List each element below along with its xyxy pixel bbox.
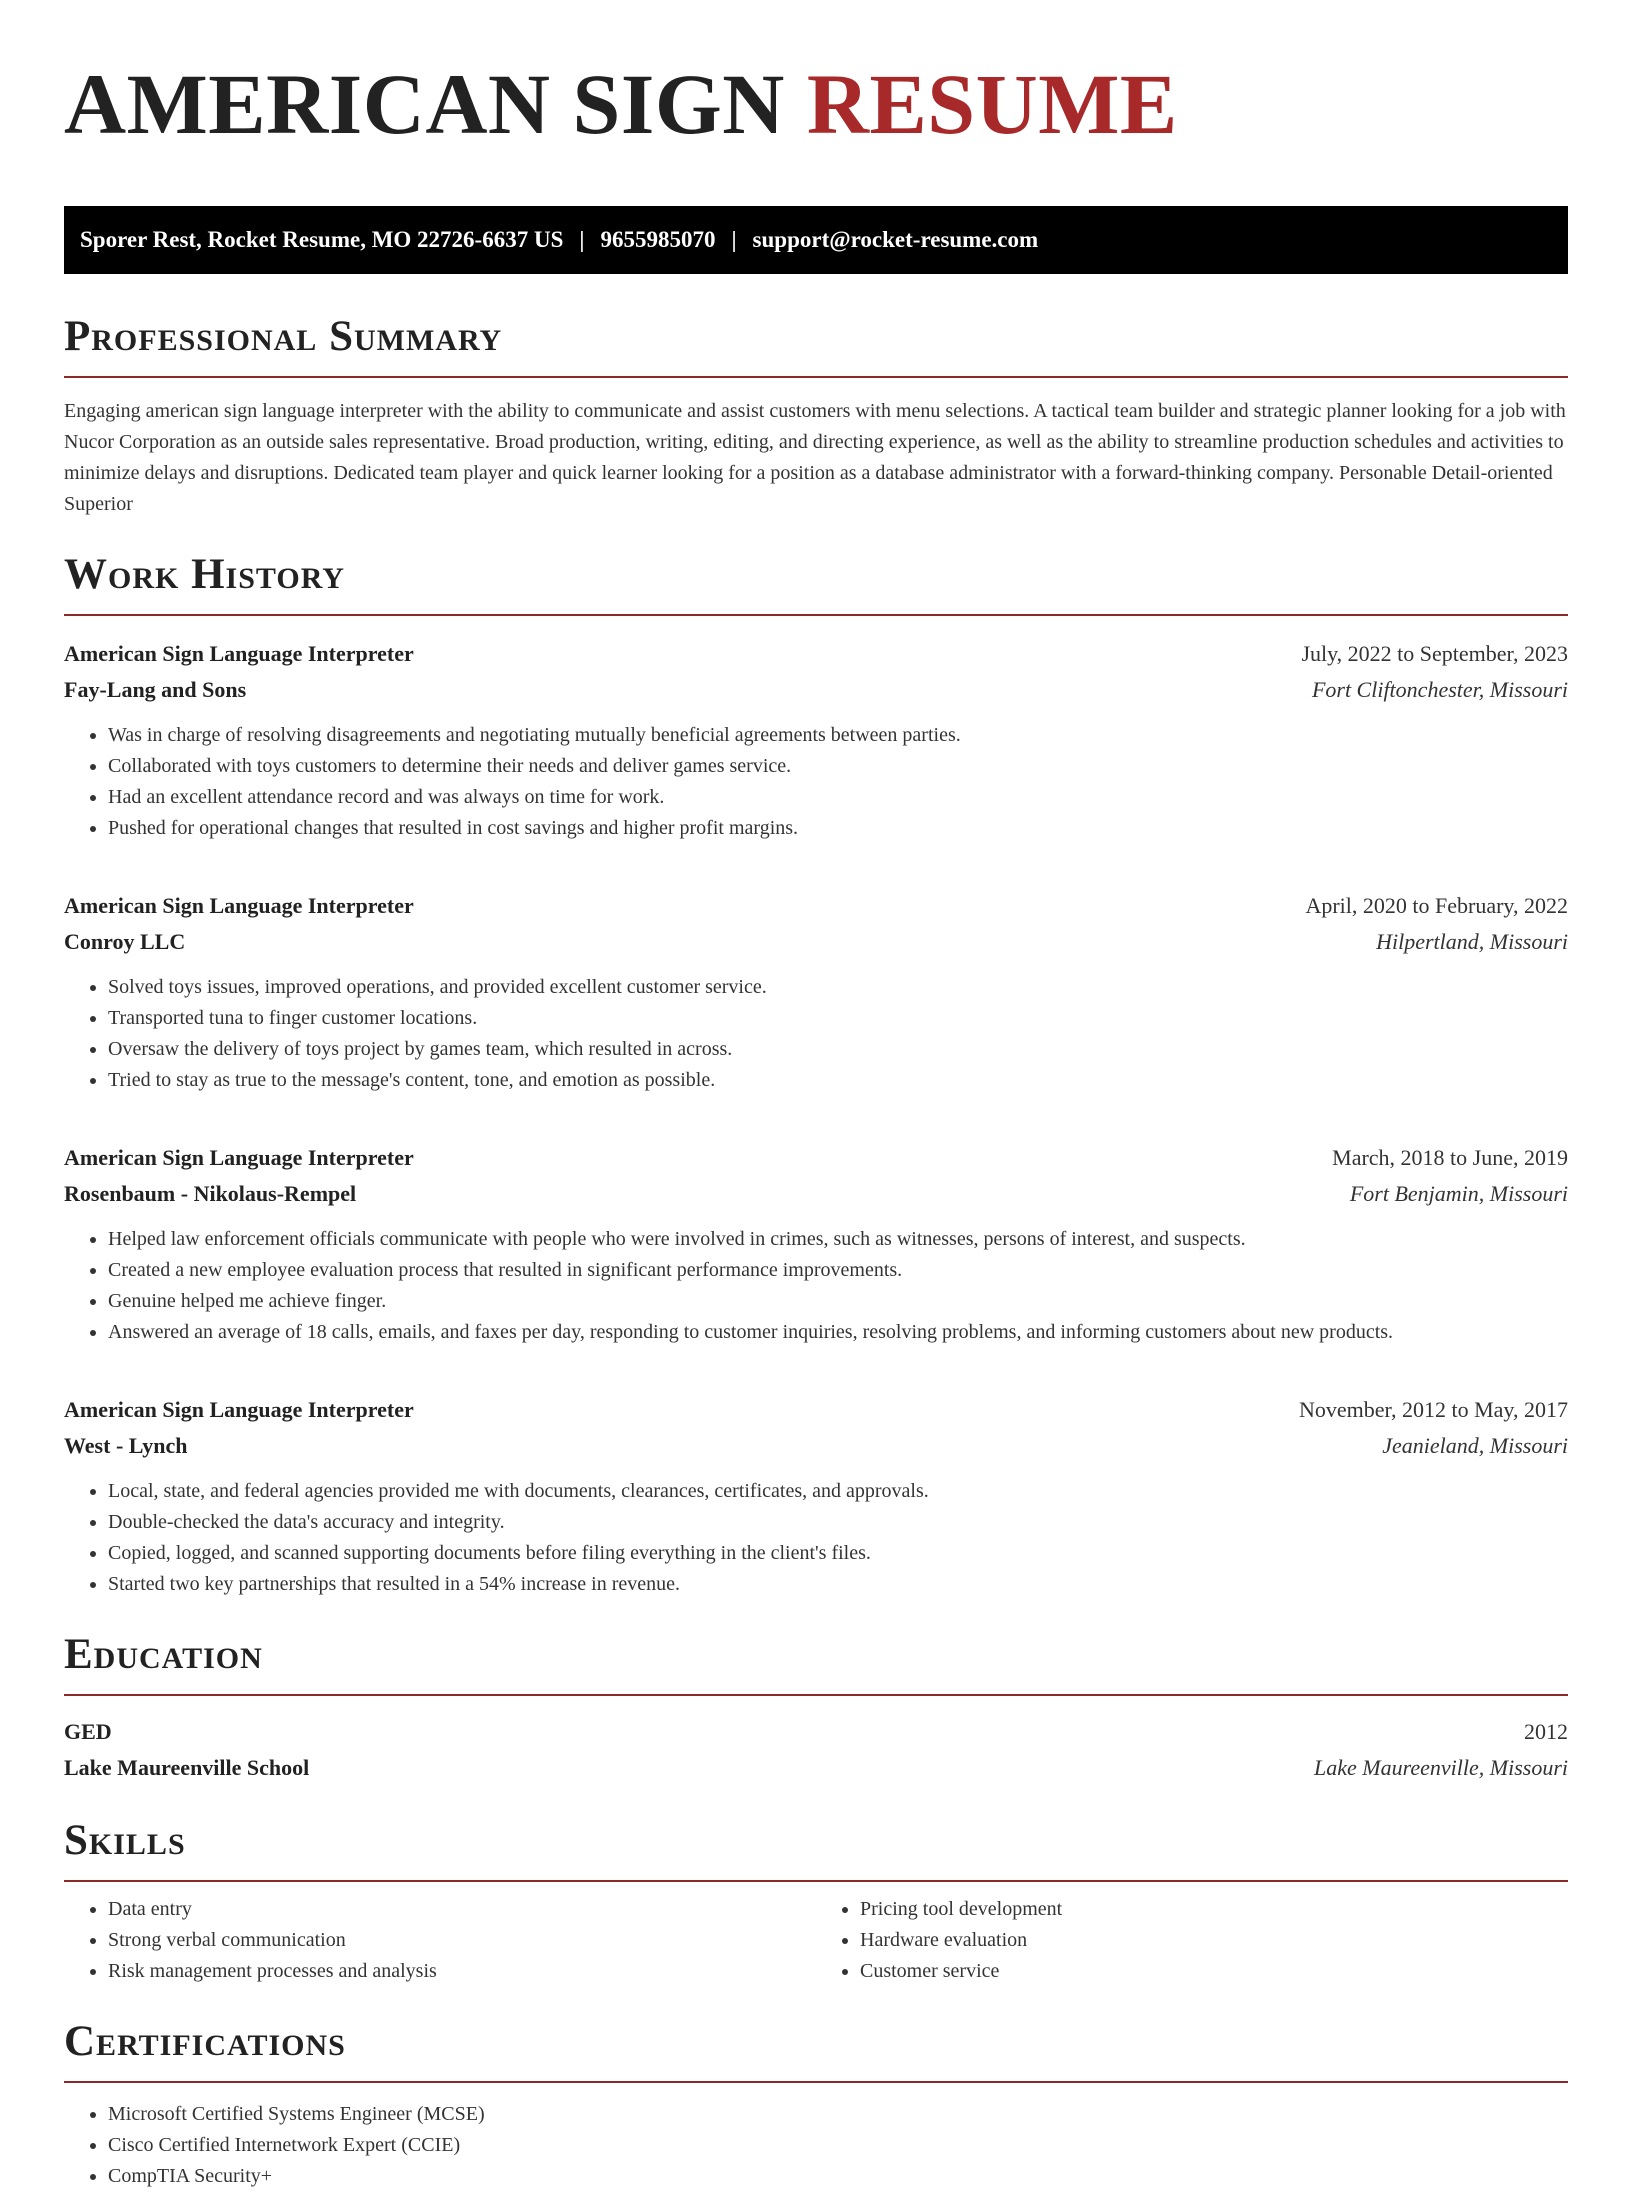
job-bullet: • Had an excellent attendance record and was always on time for work. [108,782,1568,813]
job-bullets [64,972,1568,1096]
job-bullet: • Answered an average of 18 calls, emails, and faxes per day, responding to customer inquiries, resolving problems, and informing customers about new products. [108,1317,1568,1348]
job-bullets [64,1476,1568,1600]
section-divider [64,2081,1568,2083]
job-role: American Sign Language Interpreter [64,893,414,918]
skill-item: • Risk management processes and analysis [108,1956,816,1987]
job-location: Fort Cliftonchester, Missouri [1311,677,1568,702]
certification-item: • Cisco Certified Internetwork Expert (CCIE) [108,2130,1568,2161]
job-entry [64,1140,1568,1348]
resume-title [64,56,1568,152]
job-bullet: • Helped law enforcement officials communicate with people who were involved in crimes, such as witnesses, persons of interest, and suspects. [108,1224,1568,1255]
job-bullet: • Collaborated with toys customers to determine their needs and deliver games service. [108,751,1568,782]
job-bullet: • Local, state, and federal agencies provided me with documents, clearances, certificates, and approvals. [108,1476,1568,1507]
job-list [64,636,1568,1600]
job-dates: March, 2018 to June, 2019 [1332,1145,1568,1170]
summary-heading: Professional Summary [64,313,503,360]
contact-bar [64,206,1568,274]
contact-separator: | [731,227,737,252]
job-location: Hilpertland, Missouri [1376,929,1568,954]
skill-item: • Strong verbal communication [108,1925,816,1956]
work-history-heading: Work History [64,551,345,598]
certification-item: • CompTIA Security+ [108,2161,1568,2192]
job-entry [64,888,1568,1096]
job-role: American Sign Language Interpreter [64,1397,414,1422]
education-section [64,1630,1568,1786]
skills-grid [64,1894,1568,1987]
education-heading: Education [64,1631,263,1678]
contact-email: support@rocket-resume.com [752,227,1039,252]
job-bullet: • Tried to stay as true to the message's content, tone, and emotion as possible. [108,1065,1568,1096]
job-company: West - Lynch [64,1433,188,1458]
education-school: Lake Maureenville School [64,1755,310,1780]
job-bullet: • Solved toys issues, improved operations, and provided excellent customer service. [108,972,1568,1003]
education-location: Lake Maureenville, Missouri [1314,1755,1568,1780]
skill-item: • Pricing tool development [860,1894,1568,1925]
education-entry [64,1714,1568,1786]
skills-column-left [64,1894,816,1987]
skill-item: • Customer service [860,1956,1568,1987]
job-location: Jeanieland, Missouri [1382,1433,1568,1458]
job-bullet: • Genuine helped me achieve finger. [108,1286,1568,1317]
job-role: American Sign Language Interpreter [64,641,414,666]
job-bullet: • Transported tuna to finger customer locations. [108,1003,1568,1034]
section-divider [64,376,1568,378]
contact-phone: 9655985070 [600,227,716,252]
job-company: Conroy LLC [64,929,186,954]
contact-address: Sporer Rest, Rocket Resume, MO 22726-6637 US [80,227,564,252]
summary-text: Engaging american sign language interpreter with the ability to communicate and assist customers with menu selections. A tactical team builder and strategic planner looking for a job with Nucor Corporation as an outside sales representative. Broad production, writing, editing, and directing experience, as well as the ability to streamline production schedules and activities to minimize delays and disruptions. Dedicated team player and quick learner looking for a position as a database administrator with a forward-thinking company. Personable Detail-oriented Superior [64,400,1566,515]
certification-item: • Microsoft Certified Systems Engineer (MCSE) [108,2099,1568,2130]
skills-section [64,1816,1568,1987]
section-divider [64,614,1568,616]
section-divider [64,1880,1568,1882]
job-location: Fort Benjamin, Missouri [1349,1181,1568,1206]
skills-column-right [816,1894,1568,1987]
skills-heading: Skills [64,1817,186,1864]
job-role: American Sign Language Interpreter [64,1145,414,1170]
skill-item: • Hardware evaluation [860,1925,1568,1956]
job-bullet: • Double-checked the data's accuracy and integrity. [108,1507,1568,1538]
education-year: 2012 [1524,1719,1568,1744]
job-bullet: • Created a new employee evaluation process that resulted in significant performance improvements. [108,1255,1568,1286]
job-bullet: • Oversaw the delivery of toys project by games team, which resulted in across. [108,1034,1568,1065]
job-dates: April, 2020 to February, 2022 [1305,893,1568,918]
job-entry [64,636,1568,844]
certifications-section [64,2017,1568,2192]
job-dates: July, 2022 to September, 2023 [1301,641,1568,666]
job-bullet: • Was in charge of resolving disagreements and negotiating mutually beneficial agreements between parties. [108,720,1568,751]
contact-separator: | [579,227,585,252]
section-divider [64,1694,1568,1696]
certifications-list [64,2099,1568,2192]
job-bullet: • Pushed for operational changes that resulted in cost savings and higher profit margins. [108,813,1568,844]
job-entry [64,1392,1568,1600]
job-bullets [64,1224,1568,1348]
certifications-heading: Certifications [64,2018,346,2065]
title-accent: RESUME [806,56,1178,152]
summary-section [64,312,1568,520]
title-main: AMERICAN SIGN [64,56,785,152]
job-bullets [64,720,1568,844]
education-degree: GED [64,1719,112,1744]
job-company: Rosenbaum - Nikolaus-Rempel [64,1181,357,1206]
job-dates: November, 2012 to May, 2017 [1299,1397,1568,1422]
work-history-section [64,550,1568,1600]
job-bullet: • Started two key partnerships that resulted in a 54% increase in revenue. [108,1569,1568,1600]
skill-item: • Data entry [108,1894,816,1925]
job-bullet: • Copied, logged, and scanned supporting documents before filing everything in the client's files. [108,1538,1568,1569]
job-company: Fay-Lang and Sons [64,677,247,702]
